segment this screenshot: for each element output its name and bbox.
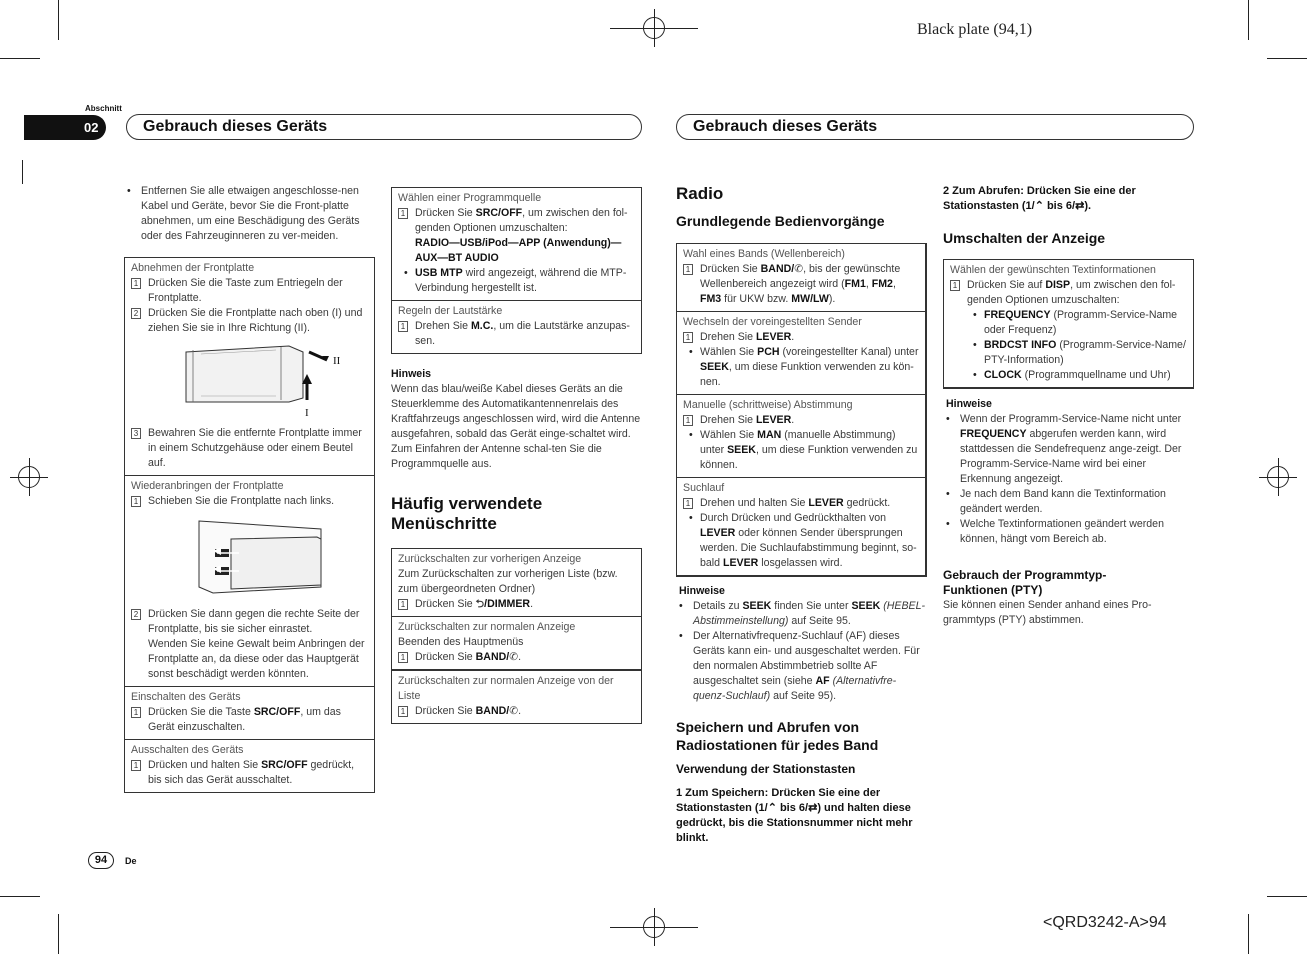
box-cell bbox=[677, 312, 925, 395]
box-text: Zum Zurückschalten zur vorherigen Liste (bzw. zum übergeordneten Ordner) bbox=[398, 568, 618, 595]
option-item: • FREQUENCY (Programm-Service-Name oder Frequenz) bbox=[967, 308, 1187, 338]
box-cell bbox=[392, 549, 641, 617]
faceplate-illustration bbox=[131, 509, 370, 607]
hinweise-title: Hinweise bbox=[679, 585, 725, 597]
crop-mark bbox=[610, 28, 698, 29]
box-caption: Suchlauf bbox=[683, 482, 725, 494]
phone-icon: ✆ bbox=[509, 651, 519, 663]
instruction-box bbox=[391, 548, 642, 724]
page-number: 94 bbox=[88, 852, 114, 869]
option-item: • CLOCK (Programmquellname und Uhr) bbox=[967, 368, 1187, 383]
option-item: • BRDCST INFO (Programm-Service-Name/ PTY-Information) bbox=[967, 338, 1187, 368]
bullet-item: • Wählen Sie MAN (manuelle Abstimmung) unter SEEK, um diese Funktion verwenden zu können. bbox=[683, 428, 919, 473]
step-item: 1 Drücken Sie BAND/✆, bis der gewünschte Wellenbereich angezeigt wird (FM1, FM2, FM3 für UKW bzw. MW/LW). bbox=[683, 262, 919, 307]
box-text: Beenden des Hauptmenüs bbox=[398, 636, 524, 648]
umschalten-heading: Umschalten der Anzeige bbox=[943, 230, 1106, 246]
box-caption: Ausschalten des Geräts bbox=[131, 744, 244, 756]
figure-label: II bbox=[333, 355, 341, 367]
box-cell bbox=[392, 617, 641, 671]
register-mark-icon bbox=[1267, 466, 1289, 488]
crop-mark bbox=[1248, 0, 1249, 40]
box-cell bbox=[677, 478, 925, 575]
step-item: 3 Bewahren Sie die entfernte Frontplatte immer in einem Schutzgehäuse oder einem Beutel auf. bbox=[131, 426, 368, 471]
step-item: 1 Drehen Sie LEVER. bbox=[683, 330, 919, 345]
box-caption: Zurückschalten zur normalen Anzeige bbox=[398, 621, 576, 633]
column-1 bbox=[124, 184, 375, 793]
language-code: De bbox=[125, 856, 137, 866]
step-item: 1 Drücken Sie die Taste zum Entriegeln der Frontplatte. bbox=[131, 276, 368, 306]
faceplate-illustration bbox=[131, 336, 370, 426]
step-item: 2 Drücken Sie dann gegen die rechte Seite der Frontplatte, bis sie sicher einrastet. bbox=[131, 607, 368, 637]
pty-text: Sie können einen Sender anhand eines Pro-grammtyps (PTY) abstimmen. bbox=[943, 599, 1152, 626]
crop-mark bbox=[1248, 914, 1249, 954]
verwendung-heading: Verwendung der Stationstasten bbox=[676, 762, 856, 776]
frontplate-removal-figure bbox=[131, 336, 368, 426]
bullet-item: • Durch Drücken und Gedrückthalten von LEVER oder können Sender übersprungen werden. Die Suchlaufabstimmung beginnt, so-bald LEVER losgelassen wird. bbox=[683, 511, 919, 571]
box-cell bbox=[944, 260, 1193, 387]
crop-mark bbox=[1267, 58, 1307, 59]
step-2: 2 Zum Abrufen: Drücken Sie eine der Stationstasten (1/⌃ bis 6/⇄). bbox=[943, 185, 1136, 212]
instruction-box bbox=[124, 257, 375, 793]
box-cell bbox=[125, 258, 374, 476]
box-caption: Wechseln der voreingestellten Sender bbox=[683, 316, 862, 328]
figure-label: I bbox=[305, 407, 309, 419]
speichern-heading: Speichern und Abrufen von Radiostationen für jedes Band bbox=[676, 719, 879, 753]
step-item: 1 Drücken Sie SRC/OFF, um zwischen den fol-genden Optionen umzuschalten: RADIO—USB/iPod—APP (Anwendung)—AUX—BT AUDIO bbox=[398, 206, 635, 266]
menu-heading: Häufig verwendete Menüschritte bbox=[391, 494, 543, 533]
back-arrow-icon: ⮌ bbox=[475, 598, 485, 610]
radio-heading: Radio bbox=[676, 184, 724, 203]
step-item: 1 Drücken und halten Sie SRC/OFF gedrückt, bis sich das Gerät ausschaltet. bbox=[131, 758, 368, 788]
up-arrow-icon: ⌃ bbox=[1034, 200, 1044, 212]
plate-label: Black plate (94,1) bbox=[917, 21, 1033, 38]
hinweis-title: Hinweis bbox=[391, 368, 432, 380]
crop-mark bbox=[1267, 896, 1307, 897]
box-cell bbox=[392, 188, 641, 301]
section-label: Abschnitt bbox=[85, 104, 122, 113]
step-item: 1 Drehen und halten Sie LEVER gedrückt. bbox=[683, 496, 919, 511]
phone-icon: ✆ bbox=[509, 705, 519, 717]
step-item: 1 Schieben Sie die Frontplatte nach links. bbox=[131, 494, 368, 509]
step-item: 1 Drücken Sie ⮌/DIMMER. bbox=[398, 597, 635, 612]
subheading: Grundlegende Bedienvorgänge bbox=[676, 213, 885, 229]
crop-mark bbox=[58, 0, 59, 40]
step-note: Wenden Sie keine Gewalt beim Anbringen der Frontplatte an, da diese oder das Hauptgerät sonst beschädigt werden könnten. bbox=[148, 638, 365, 680]
instruction-box bbox=[943, 259, 1194, 389]
document-code: <QRD3242-A>94 bbox=[1043, 914, 1167, 931]
step-item: 1 Drücken Sie BAND/✆. bbox=[398, 704, 635, 719]
bullet-item: • Wenn der Programm-Service-Name nicht unter FREQUENCY abgerufen werden kann, wird stattdessen die Sendefrequenz ange-zeigt. Der Programm-Service-Name wird bei einer Erkennung angezeigt. bbox=[943, 412, 1194, 487]
instruction-box bbox=[676, 243, 927, 577]
step-item: 1 Drehen Sie LEVER. bbox=[683, 413, 919, 428]
box-cell bbox=[392, 671, 641, 723]
bullet-item: • Details zu SEEK finden Sie unter SEEK (HEBEL-Abstimmeinstellung) auf Seite 95. bbox=[676, 599, 927, 629]
box-cell bbox=[677, 395, 925, 478]
box-cell bbox=[125, 740, 374, 792]
box-caption: Zurückschalten zur vorherigen Anzeige bbox=[398, 553, 582, 565]
register-mark-icon bbox=[18, 466, 40, 488]
box-cell bbox=[392, 301, 641, 353]
box-caption: Wählen einer Programmquelle bbox=[398, 192, 542, 204]
bullet-item: • USB MTP wird angezeigt, während die MTP-Verbindung hergestellt ist. bbox=[398, 266, 635, 296]
header-left: Gebrauch dieses Geräts bbox=[126, 114, 642, 140]
phone-icon: ✆ bbox=[794, 263, 804, 275]
step-item: 1 Drücken Sie die Taste SRC/OFF, um das Gerät einzuschalten. bbox=[131, 705, 368, 735]
repeat-arrow-icon: ⇄ bbox=[1075, 200, 1085, 212]
box-caption: Abnehmen der Frontplatte bbox=[131, 262, 255, 274]
box-cell bbox=[125, 687, 374, 740]
crop-mark bbox=[0, 896, 40, 897]
bullet-item: • Welche Textinformationen geändert werden können, hängt vom Bereich ab. bbox=[943, 517, 1194, 547]
step-1: 1 Zum Speichern: Drücken Sie eine der Stationstasten (1/⌃ bis 6/⇄) und halten diese gedrückt, bis die Stationsnummer nicht mehr blinkt. bbox=[676, 787, 913, 844]
step-item: 1 Drehen Sie M.C., um die Lautstärke anzupas-sen. bbox=[398, 319, 635, 349]
column-3 bbox=[676, 184, 927, 846]
header-right: Gebrauch dieses Geräts bbox=[676, 114, 1194, 140]
box-caption: Zurückschalten zur normalen Anzeige von der Liste bbox=[398, 675, 614, 702]
crop-mark bbox=[610, 927, 698, 928]
box-cell bbox=[677, 244, 925, 312]
bullet-item: • Je nach dem Band kann die Textinformation geändert werden. bbox=[943, 487, 1194, 517]
frontplate-attach-figure bbox=[131, 509, 368, 607]
repeat-arrow-icon: ⇄ bbox=[808, 802, 818, 814]
box-caption: Wählen der gewünschten Textinformationen bbox=[950, 264, 1156, 276]
box-caption: Einschalten des Geräts bbox=[131, 691, 241, 703]
box-caption: Manuelle (schrittweise) Abstimmung bbox=[683, 399, 853, 411]
instruction-box bbox=[391, 187, 642, 354]
box-caption: Regeln der Lautstärke bbox=[398, 305, 503, 317]
column-4 bbox=[943, 184, 1194, 628]
bullet-item: • Entfernen Sie alle etwaigen angeschlosse-nen Kabel und Geräte, bevor Sie die Front-platte abnehmen, um eine Beschädigung des Geräts oder des Fahrzeuginneren zu ver-meiden. bbox=[124, 184, 375, 244]
bullet-item: • Der Alternativfrequenz-Suchlauf (AF) dieses Geräts kann ein- und ausgeschaltet werden. Für den normalen Abstimmbetrieb sollte AF ausgeschaltet sein (siehe AF (Alternativfre-quenz-Suchlauf) auf Seite 95). bbox=[676, 629, 927, 704]
box-caption: Wiederanbringen der Frontplatte bbox=[131, 480, 284, 492]
hinweise-title: Hinweise bbox=[946, 398, 992, 410]
up-arrow-icon: ⌃ bbox=[767, 802, 777, 814]
step-item: 1 Drücken Sie auf DISP, um zwischen den fol-genden Optionen umzuschalten: bbox=[950, 278, 1187, 308]
box-cell bbox=[125, 476, 374, 687]
crop-mark bbox=[0, 58, 40, 59]
crop-mark bbox=[58, 914, 59, 954]
pty-heading: Gebrauch der Programmtyp-Funktionen (PTY) bbox=[943, 568, 1107, 597]
step-item: 1 Drücken Sie BAND/✆. bbox=[398, 650, 635, 665]
section-number-badge: 02 bbox=[24, 115, 106, 140]
column-2 bbox=[391, 187, 642, 724]
step-item: 2 Drücken Sie die Frontplatte nach oben (I) und ziehen Sie sie in Ihre Richtung (II). bbox=[131, 306, 368, 336]
hinweis-text: Wenn das blau/weiße Kabel dieses Geräts an die Steuerklemme des Automatikantennenrelais des Kraftfahrzeugs angeschlossen wird, wird die Antenne ausgefahren, sobald das Gerät einge-schaltet wird. Zum Einfahren der Antenne schal-ten Sie die Programmquelle aus. bbox=[391, 383, 641, 470]
box-caption: Wahl eines Bands (Wellenbereich) bbox=[683, 248, 845, 260]
bullet-item: • Wählen Sie PCH (voreingestellter Kanal) unter SEEK, um diese Funktion verwenden zu kön-nen. bbox=[683, 345, 919, 390]
crop-mark bbox=[22, 160, 23, 184]
